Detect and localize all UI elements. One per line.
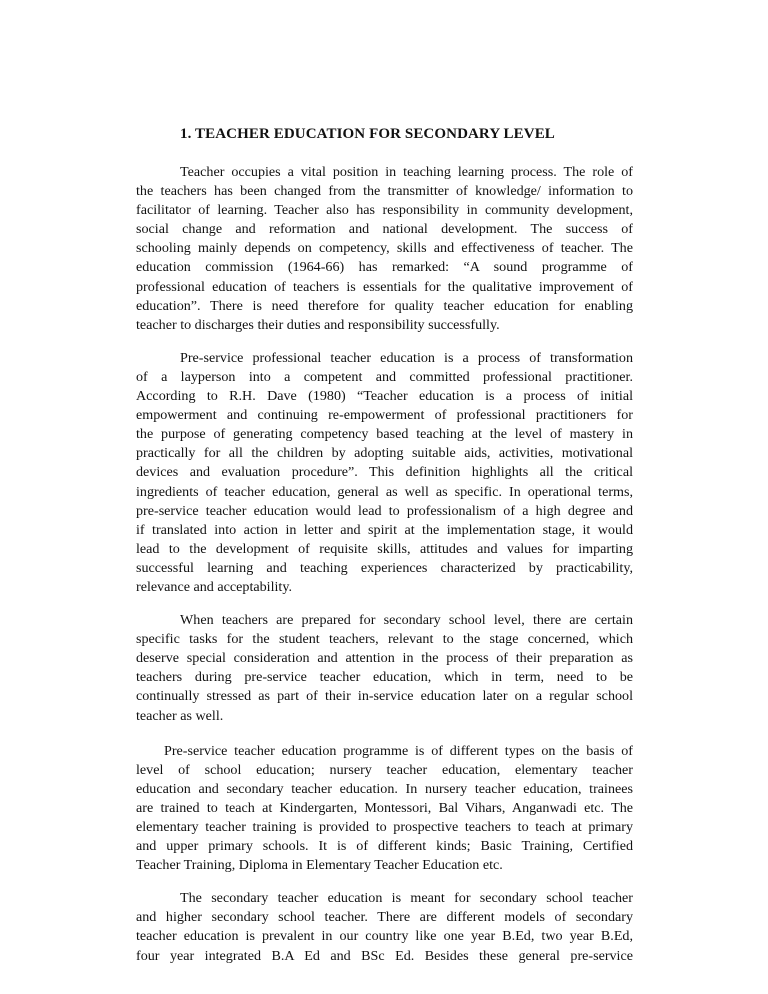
text-line: empowerment and continuing re-empowerment of professional practitioners for [136, 407, 633, 424]
text-line: and upper primary schools. It is of different kinds; Basic Training, Certified [136, 838, 633, 855]
paragraph-programme-types [136, 742, 633, 876]
text-line: According to R.H. Dave (1980) “Teacher education is a process of initial [136, 388, 633, 405]
text-line: teacher as well. [136, 707, 224, 724]
text-line: successful learning and teaching experiences characterized by practicability, [136, 559, 633, 576]
text-line: continually stressed as part of their in-service education later on a regular school [136, 688, 633, 705]
text-line: pre-service teacher education would lead to professionalism of a high degree and [136, 502, 633, 519]
text-line: elementary teacher training is provided to prospective teachers to teach at primary [136, 819, 633, 835]
text-line: Pre-service professional teacher education is a process of transformation [180, 349, 633, 366]
text-line: are trained to teach at Kindergarten, Montessori, Bal Vihars, Anganwadi etc. The [136, 799, 633, 816]
text-line: level of school education; nursery teacher education, elementary teacher [136, 761, 633, 778]
paragraph-secondary-teacher-education [136, 889, 633, 965]
text-line: Pre-service teacher education programme is of different types on the basis of [164, 742, 633, 759]
text-line: The secondary teacher education is meant for secondary school teacher [180, 890, 633, 907]
text-line: practically for all the children by adopting suitable aids, activities, motivational [136, 445, 633, 462]
body-text [136, 163, 633, 979]
text-line: teachers during pre-service teacher education, which in term, need to be [136, 669, 633, 686]
text-line: and higher secondary school teacher. There are different models of secondary [136, 909, 633, 926]
text-line: teacher education is prevalent in our country like one year B.Ed, two year B.Ed, [136, 928, 633, 945]
text-line: the teachers has been changed from the transmitter of knowledge/ information to [136, 183, 633, 200]
text-line: teacher to discharges their duties and responsibility successfully. [136, 316, 500, 333]
text-line: Teacher Training, Diploma in Elementary Teacher Education etc. [136, 857, 503, 874]
text-line: When teachers are prepared for secondary school level, there are certain [180, 612, 633, 629]
text-line: education”. There is need therefore for quality teacher education for enabling [136, 297, 633, 314]
text-line: professional education of teachers is essentials for the qualitative improvement of [136, 278, 633, 295]
text-line: deserve special consideration and attention in the process of their preparation as [136, 650, 633, 667]
text-line: specific tasks for the student teachers, relevant to the stage concerned, which [136, 631, 633, 648]
text-line: if translated into action in letter and spirit at the implementation stage, it would [136, 521, 633, 538]
text-line: schooling mainly depends on competency, skills and effectiveness of teacher. The [136, 240, 633, 257]
text-line: education commission (1964-66) has remarked: “A sound programme of [136, 259, 633, 276]
text-line: ingredients of teacher education, general as well as specific. In operational terms, [136, 483, 633, 500]
text-line: devices and evaluation procedure”. This definition highlights all the critical [136, 464, 633, 481]
text-line: Teacher occupies a vital position in teaching learning process. The role of [180, 164, 633, 180]
text-line: social change and reformation and national development. The success of [136, 221, 633, 238]
text-line: the purpose of generating competency based teaching at the level of mastery in [136, 426, 633, 443]
paragraph-pre-service-education [136, 349, 633, 597]
text-line: education and secondary teacher education. In nursery teacher education, trainees [136, 780, 633, 797]
text-line: lead to the development of requisite skills, attitudes and values for imparting [136, 540, 633, 557]
text-line: relevance and acceptability. [136, 578, 292, 595]
paragraph-role-of-teacher [136, 163, 633, 335]
paragraph-secondary-school-level [136, 611, 633, 726]
text-line: facilitator of learning. Teacher also has responsibility in community development, [136, 202, 633, 219]
text-line: of a layperson into a competent and committed professional practitioner. [136, 368, 633, 385]
text-line: four year integrated B.A Ed and BSc Ed. Besides these general pre-service [136, 947, 633, 964]
section-heading: 1. TEACHER EDUCATION FOR SECONDARY LEVEL [180, 126, 555, 142]
